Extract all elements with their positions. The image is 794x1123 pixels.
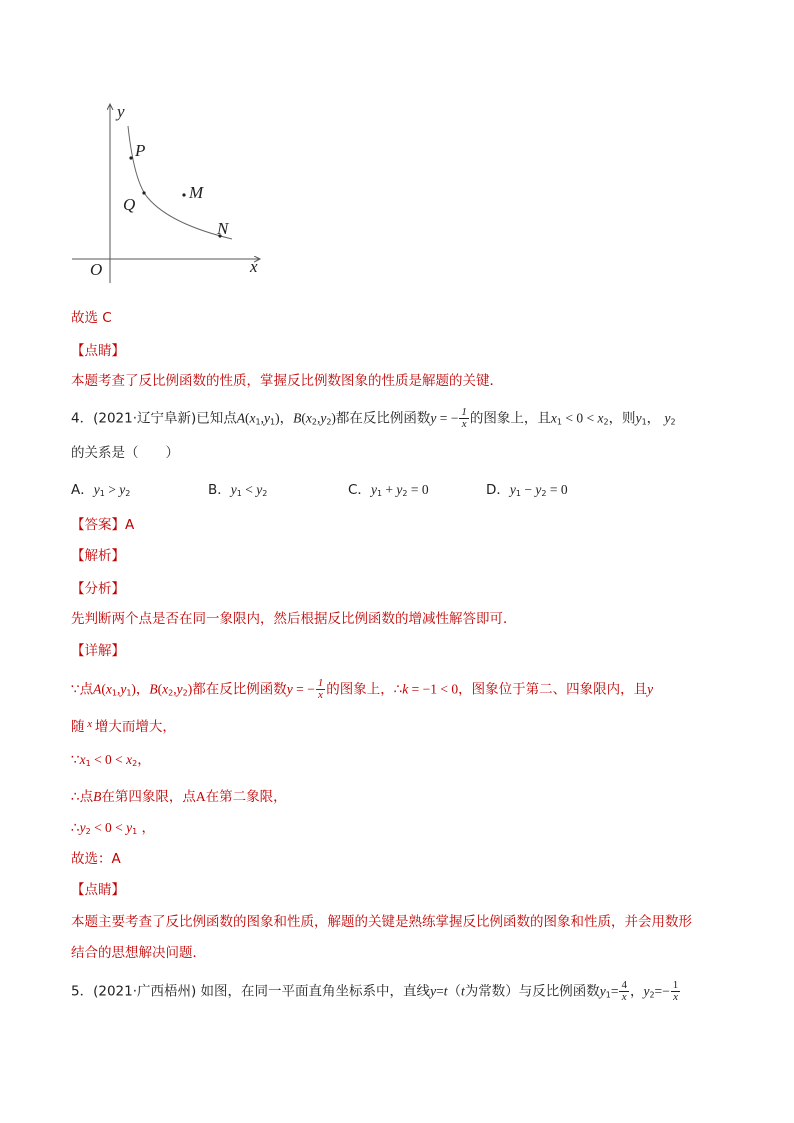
point-p [129, 156, 132, 159]
answer-line-prev: 故选 C [71, 310, 112, 326]
detail-line-4: ∴点B在第四象限，点A在第二象限， [71, 789, 287, 805]
option-d[interactable]: D．$y_1 - y_2 = 0$ [486, 482, 568, 498]
origin-label: O [90, 260, 103, 279]
heading-dianjing-1: 【点睛】 [71, 343, 125, 359]
detail-line-5: $\therefore y_2 < 0 < y_1$ ， [71, 820, 156, 836]
option-a[interactable]: A．$y_1 > y_2$ [71, 482, 131, 498]
question-5-line-1: 5．(2021·广西梧州) 如图，在同一平面直角坐标系中，直线y=t（t为常数）与反比例函数$y_1=$ $\frac{4}{x}$ ，$y_2=-$ $\frac{1}{x}$ [71, 979, 679, 1003]
question-4-line-2: 的关系是（ ） [71, 445, 179, 461]
heading-xiangjie: 【详解】 [71, 643, 125, 659]
point-q [142, 191, 145, 194]
heading-jiexi: 【解析】 [71, 548, 125, 564]
summary-line-2: 结合的思想解决问题． [71, 945, 206, 961]
q4-number: 4． [71, 410, 94, 427]
y-axis-label: y [117, 102, 125, 121]
detail-line-2: 随 $^x$ 增大而增大， [71, 718, 176, 735]
summary-line-1: 本题主要考查了反比例函数的图象和性质，解题的关键是熟练掌握反比例函数的图象和性质，并会用数形 [71, 914, 692, 930]
analysis-text: 先判断两个点是否在同一象限内，然后根据反比例函数的增减性解答即可． [71, 611, 517, 627]
final-choice: 故选：A [71, 851, 121, 867]
option-b[interactable]: B．$y_1 < y_2$ [208, 482, 268, 498]
point-m [182, 193, 185, 196]
heading-fenxi: 【分析】 [71, 581, 125, 597]
label-q: Q [123, 195, 136, 214]
answer-line: 【答案】A [71, 517, 135, 533]
label-p: P [135, 141, 146, 160]
label-n: N [217, 219, 229, 238]
q4-source: (2021·辽宁阜新) [93, 410, 197, 427]
label-m: M [189, 183, 204, 202]
summary-prev: 本题考查了反比例函数的性质，掌握反比例数图象的性质是解题的关键． [71, 373, 503, 389]
heading-dianjing-2: 【点睛】 [71, 882, 125, 898]
x-axis-label: x [250, 257, 258, 276]
question-4-line-1: 4．(2021·辽宁阜新)已知点$A(x_1,y_1)$，$B(x_2,y_2)$都在反比例函数y = − $\frac{1}{x}$ 的图象上，且$x_1 < 0 < x_2$，则$y_1$， $y_2$ [71, 406, 676, 430]
option-c[interactable]: C．$y_1 + y_2 = 0$ [348, 482, 429, 498]
detail-line-3: $\because x_1 < 0 < x_2$， [71, 752, 151, 768]
detail-line-1: ∵点$A(x_1,y_1)$，$B(x_2,y_2)$都在反比例函数y = − $\frac{1}{x}$ 的图象上，∴k = −1 < 0，图象位于第二、四象限内，且y [71, 677, 654, 701]
